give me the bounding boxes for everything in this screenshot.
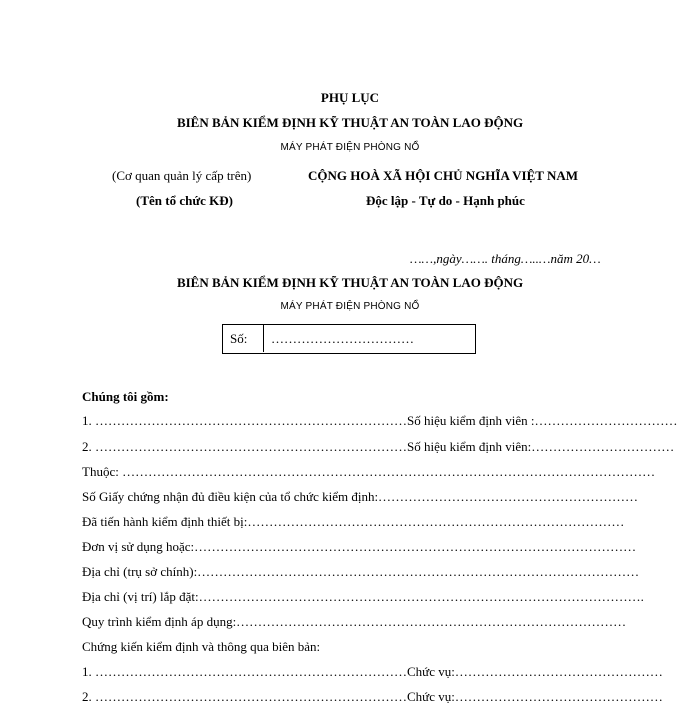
witness-1-line: 1. ………………………………………………………………Chức vụ:…………………………………………: [82, 664, 663, 679]
report-number-box: [222, 324, 476, 354]
inspector-2-line: 2. ………………………………………………………………Số hiệu kiểm định viên:……………………………: [82, 439, 675, 454]
device-line: Đã tiến hành kiểm định thiết bị:……………………………………………………………………………: [82, 514, 625, 529]
document-title: BIÊN BẢN KIỂM ĐỊNH KỸ THUẬT AN TOÀN LAO ĐỘNG: [176, 115, 524, 130]
witness-2-line: 2. ………………………………………………………………Chức vụ:…………………………………………: [82, 689, 663, 704]
appendix-heading: PHỤ LỤC: [320, 90, 380, 105]
affiliation-line: Thuộc: ……………………………………………………………………………………………………………: [82, 464, 656, 479]
user-unit-line: Đơn vị sử dụng hoặc:…………………………………………………………………………………………: [82, 539, 637, 554]
witness-heading: Chứng kiến kiểm định và thông qua biên bản:: [82, 639, 321, 654]
report-title: BIÊN BẢN KIỂM ĐỊNH KỸ THUẬT AN TOÀN LAO ĐỘNG: [176, 275, 524, 290]
members-heading: Chúng tôi gồm:: [82, 389, 169, 404]
document-subtitle: MÁY PHÁT ĐIỆN PHÒNG NỔ: [280, 142, 420, 153]
inspection-org: (Tên tổ chức KĐ): [136, 193, 233, 208]
parent-agency: (Cơ quan quản lý cấp trên): [112, 168, 252, 183]
procedure-line: Quy trình kiểm định áp dụng:………………………………………………………………………………: [82, 614, 627, 629]
head-office-address-line: Địa chỉ (trụ sở chính):…………………………………………………………………………………………: [82, 564, 640, 579]
report-subtitle: MÁY PHÁT ĐIỆN PHÒNG NỔ: [280, 301, 420, 312]
report-number-value: ……………………………: [271, 331, 414, 346]
nation-motto: Độc lập - Tự do - Hạnh phúc: [366, 193, 525, 208]
inspector-1-line: 1. ………………………………………………………………Số hiệu kiểm định viên :……………………………: [82, 413, 678, 428]
certificate-line: Số Giấy chứng nhận đủ điều kiện của tổ chức kiểm định:……………………………………………………: [82, 489, 639, 504]
installation-address-line: Địa chỉ (vị trí) lắp đặt:………………………………………………………………………………………….: [82, 589, 644, 604]
report-number-label: Số:: [223, 325, 264, 352]
date-line: ……,ngày……. tháng…..…năm 20…: [410, 251, 601, 266]
nation-name: CỘNG HOÀ XÃ HỘI CHỦ NGHĨA VIỆT NAM: [308, 168, 579, 183]
